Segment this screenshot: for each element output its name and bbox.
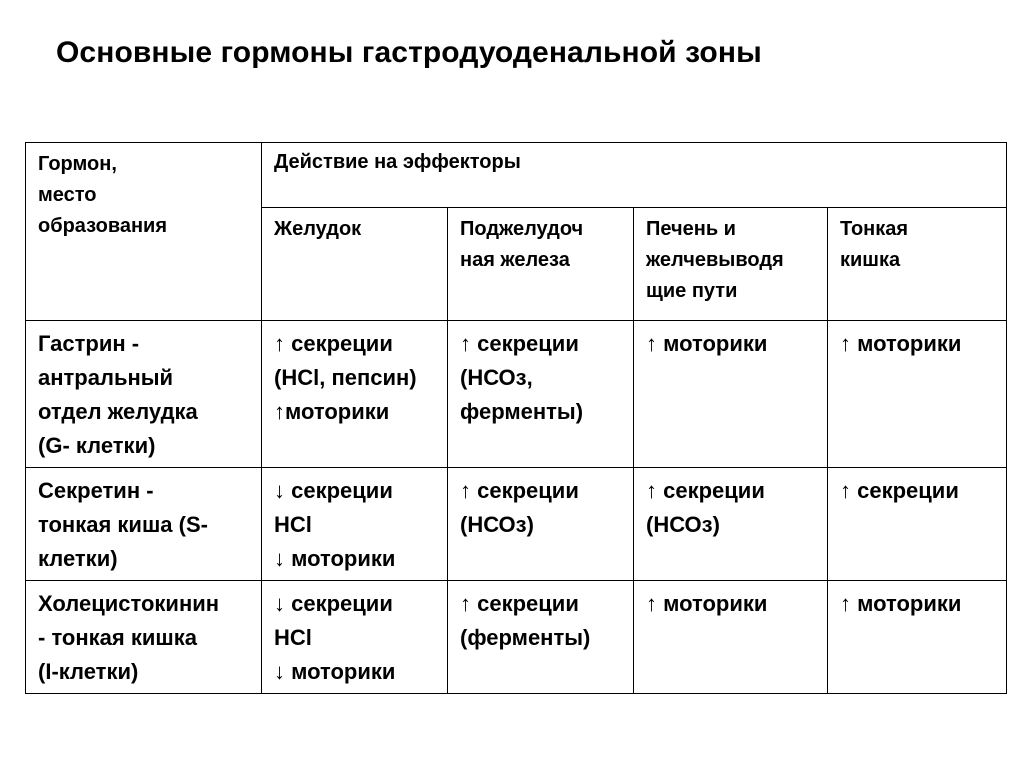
hormone-cell-secretin: Секретин - тонкая киша (S- клетки) — [26, 468, 262, 581]
header-hormone-cell: Гормон, место образования — [26, 143, 262, 321]
table-cell: ↑ моторики — [828, 321, 1007, 468]
header-organ-pancreas: Поджелудоч ная железа — [448, 208, 634, 321]
table-row — [26, 468, 1007, 581]
table-row — [26, 581, 1007, 694]
hormone-table — [25, 142, 1007, 694]
table-cell: ↑ секреции (НСОз) — [634, 468, 828, 581]
table-cell: ↑ моторики — [828, 581, 1007, 694]
table-cell: ↑ секреции (HCl, пепсин) ↑моторики — [262, 321, 448, 468]
header-organ-stomach: Желудок — [262, 208, 448, 321]
table-cell: ↑ секреции — [828, 468, 1007, 581]
table-cell: ↑ секреции (НСОз, ферменты) — [448, 321, 634, 468]
page-title: Основные гормоны гастродуоденальной зоны — [56, 36, 762, 69]
header-organ-liver: Печень и желчевыводя щие пути — [634, 208, 828, 321]
hormone-cell-gastrin: Гастрин - антральный отдел желудка (G- клетки) — [26, 321, 262, 468]
table-row — [26, 321, 1007, 468]
table-header-row-top — [26, 143, 1007, 208]
header-organ-small-intestine: Тонкая кишка — [828, 208, 1007, 321]
hormone-cell-cholecystokinin: Холецистокинин - тонкая кишка (I-клетки) — [26, 581, 262, 694]
table-cell: ↓ секреции HCl ↓ моторики — [262, 468, 448, 581]
table-cell: ↑ моторики — [634, 581, 828, 694]
table-cell: ↑ секреции (ферменты) — [448, 581, 634, 694]
table-cell: ↓ секреции HCl ↓ моторики — [262, 581, 448, 694]
table-cell: ↑ моторики — [634, 321, 828, 468]
table-cell: ↑ секреции (НСОз) — [448, 468, 634, 581]
header-effect-group: Действие на эффекторы — [262, 143, 1007, 208]
